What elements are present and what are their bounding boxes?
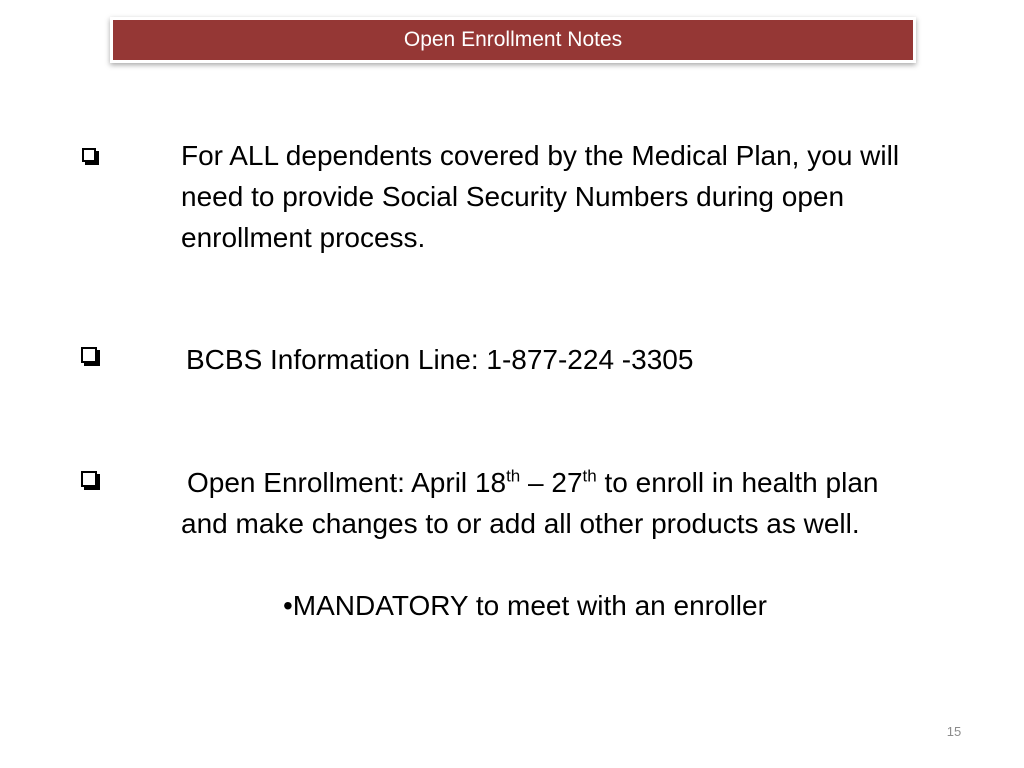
title-bar [110, 17, 916, 63]
bullet-dependents-line-2: need to provide Social Security Numbers during open [181, 181, 845, 212]
bullet-dependents-line-3: enrollment process. [181, 222, 426, 253]
bullet-open-enrollment-line-2: and make changes to or add all other products as well. [181, 508, 860, 539]
enrollment-start-text: Open Enrollment: April 18 [187, 467, 507, 498]
enrollment-end-suffix: th [582, 466, 597, 486]
enrollment-start-suffix: th [506, 466, 521, 486]
checkbox-square-icon [81, 471, 97, 487]
checkbox-square-icon [81, 347, 97, 363]
bullet-dependents-ssn [181, 135, 1001, 258]
bullet-bcbs-info-line: BCBS Information Line: 1-877-224 -3305 [186, 344, 694, 375]
page-number: 15 [946, 724, 962, 739]
slide-title: Open Enrollment Notes [113, 20, 913, 60]
bullet-open-enrollment [181, 462, 1001, 544]
mandatory-enroller-note: •MANDATORY to meet with an enroller [283, 590, 767, 621]
enrollment-purpose-text: to enroll in health plan [596, 467, 879, 498]
bullet-dependents-line-1: For ALL dependents covered by the Medical Plan, you will [181, 140, 900, 171]
bullet-open-enrollment-line-1 [181, 462, 1001, 503]
checkbox-square-icon [82, 148, 96, 162]
enrollment-end-text: – 27 [520, 467, 583, 498]
